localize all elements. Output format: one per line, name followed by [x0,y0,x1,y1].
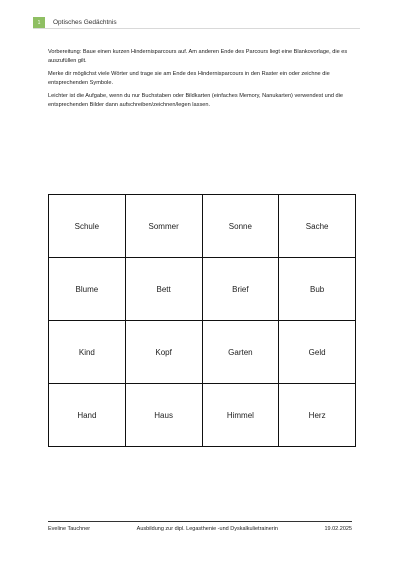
grid-cell: Brief [202,258,279,321]
instruction-paragraph: Merke dir möglichst viele Wörter und trage sie am Ende des Hindernisparcours in den Raster ein oder zeichne die entsprechenden Symbole. [48,71,330,86]
page-footer [48,521,352,534]
grid-cell: Sonne [202,195,279,258]
grid-cell: Sommer [125,195,202,258]
grid-cell: Blume [49,258,126,321]
grid-cell: Kind [49,321,126,384]
word-grid [48,194,356,447]
grid-row [49,258,356,321]
grid-cell: Garten [202,321,279,384]
header-title: Optisches Gedächtnis [53,19,117,26]
footer-date: 19.02.2025 [324,526,352,532]
grid-cell: Himmel [202,384,279,447]
grid-cell: Bub [279,258,356,321]
grid-cell: Bett [125,258,202,321]
grid-cell: Haus [125,384,202,447]
footer-author: Eveline Tauchner [48,526,91,532]
grid-cell: Geld [279,321,356,384]
footer-course: Ausbildung zur dipl. Legasthenie -und Dyskalkulietrainerin [136,526,278,532]
grid-row [49,321,356,384]
page-header [33,17,360,28]
instruction-paragraph: Leichter ist die Aufgabe, wenn du nur Buchstaben oder Bildkarten (einfaches Memory, Nanukarten) verwendest und die entsprechenden Bilder dann aufschreiben/zeichnen/legen lassen. [48,93,343,108]
grid-cell: Herz [279,384,356,447]
header-divider [33,28,360,29]
instruction-paragraph: Vorbereitung: Baue einen kurzen Hindernisparcours auf. Am anderen Ende des Parcours liegt eine Blankovorlage, die es auszufüllen gilt. [48,49,348,64]
grid-cell: Hand [49,384,126,447]
grid-cell: Schule [49,195,126,258]
grid-row [49,195,356,258]
grid-cell: Kopf [125,321,202,384]
page-number-badge: 1 [33,17,45,28]
grid-row [49,384,356,447]
grid-cell: Sache [279,195,356,258]
instructions [48,48,366,115]
